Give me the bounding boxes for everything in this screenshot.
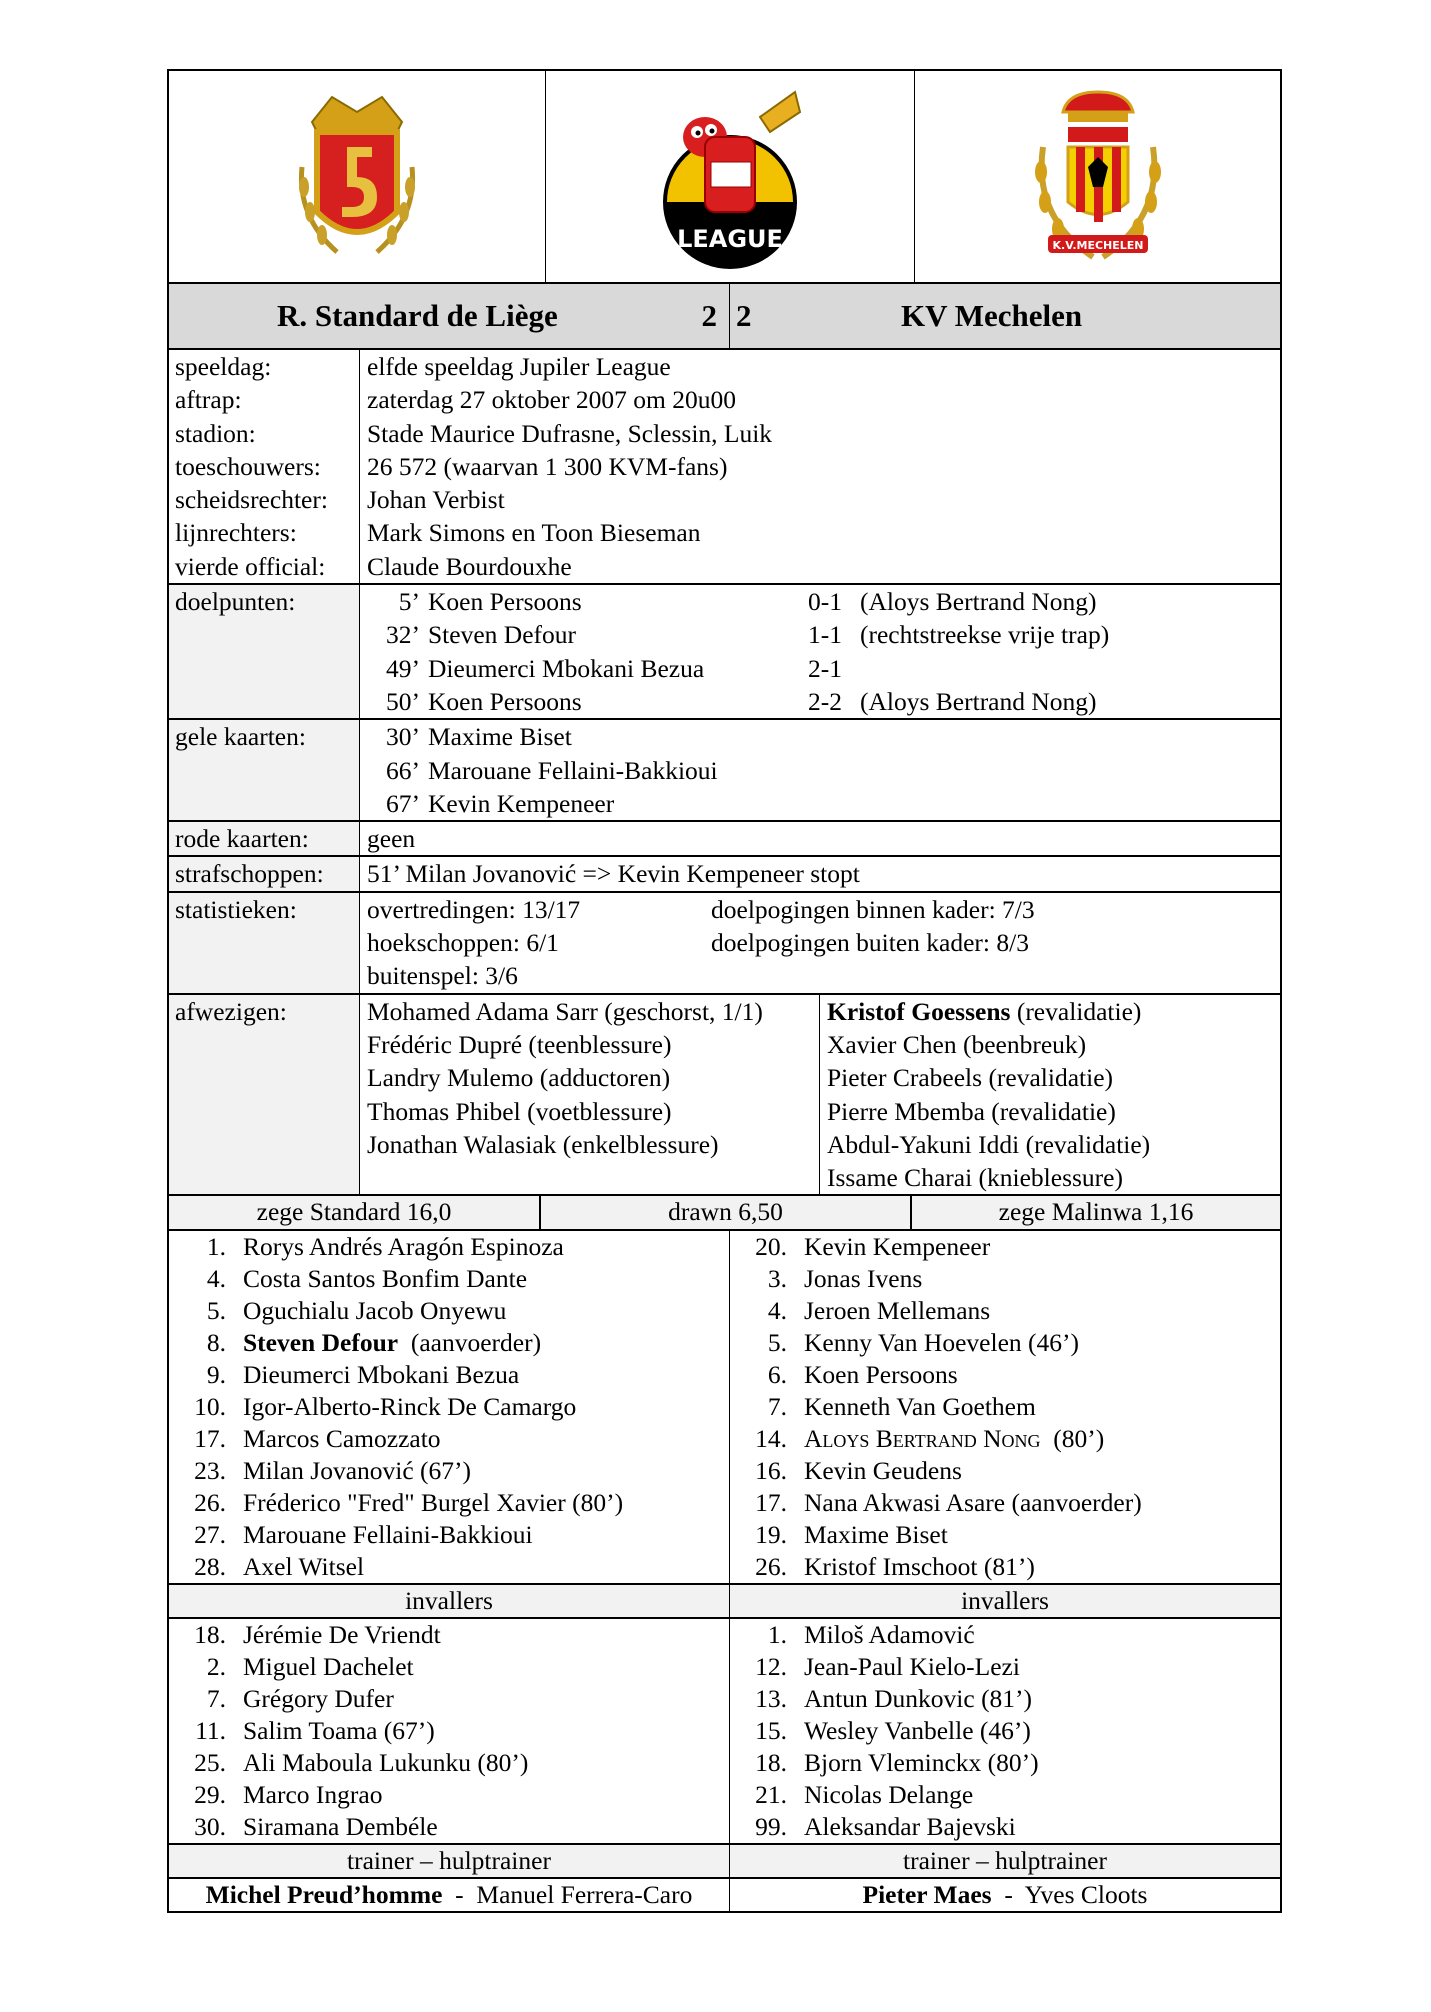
away-subs	[729, 1619, 1280, 1843]
card-player: Marouane Fellaini-Bakkioui	[428, 755, 718, 785]
odds-draw: drawn 6,50	[539, 1196, 910, 1229]
absentee: Thomas Phibel (voetblessure)	[367, 1096, 672, 1126]
stat-shots-off-target: doelpogingen buiten kader: 8/3	[711, 928, 1029, 958]
player-name-text: Marouane Fellaini-Bakkioui	[243, 1520, 533, 1550]
absentee: Abdul-Yakuni Iddi (revalidatie)	[827, 1129, 1151, 1159]
goals-section	[169, 585, 1280, 720]
player-name	[226, 1715, 435, 1747]
goal-row	[367, 685, 1280, 718]
goal-minute: 49’	[386, 653, 420, 683]
player-number: 17.	[755, 1488, 787, 1518]
kv-mechelen-crest	[914, 71, 1280, 282]
player-name-text: Marcos Camozzato	[243, 1424, 441, 1454]
general-info	[169, 350, 1280, 585]
player-row	[169, 1551, 729, 1583]
absentee: Pieter Crabeels (revalidatie)	[827, 1063, 1114, 1093]
yellow-cards-section	[169, 720, 1280, 822]
player-extra: (aanvoerder)	[398, 1328, 542, 1358]
player-name-text: Salim Toama (67’)	[243, 1716, 435, 1746]
player-row	[169, 1619, 729, 1651]
goal-note: (Aloys Bertrand Nong)	[860, 587, 1097, 617]
info-label: aftrap:	[175, 385, 242, 415]
away-head-coach: Pieter Maes	[862, 1880, 992, 1910]
player-name-text: Miloš Adamović	[804, 1620, 975, 1650]
player-name	[787, 1455, 962, 1487]
score-bar	[167, 282, 1282, 350]
player-name	[787, 1619, 975, 1651]
info-value: 26 572 (waarvan 1 300 KVM-fans)	[367, 451, 728, 481]
home-team-name: R. Standard de Liège	[277, 298, 558, 333]
goal-row	[367, 652, 1280, 685]
player-row	[730, 1651, 1280, 1683]
info-value: Claude Bourdouxhe	[367, 551, 572, 581]
player-name	[787, 1683, 1032, 1715]
player-number: 5.	[767, 1328, 787, 1358]
home-assistant-coach: Manuel Ferrera-Caro	[476, 1880, 693, 1910]
player-number: 9.	[206, 1360, 226, 1390]
card-row	[367, 754, 1280, 787]
player-row	[169, 1391, 729, 1423]
player-number: 28.	[194, 1552, 226, 1582]
player-name	[226, 1683, 394, 1715]
away-team-name: KV Mechelen	[901, 298, 1083, 333]
player-name-text: Kevin Kempeneer	[804, 1232, 991, 1262]
stat-offside: buitenspel: 3/6	[367, 961, 518, 991]
player-row	[730, 1231, 1280, 1263]
player-number: 18.	[755, 1748, 787, 1778]
player-row	[169, 1811, 729, 1843]
player-number: 4.	[767, 1296, 787, 1326]
player-name	[787, 1327, 1079, 1359]
player-number: 20.	[755, 1232, 787, 1262]
info-value: elfde speeldag Jupiler League	[367, 352, 671, 381]
player-row	[730, 1263, 1280, 1295]
player-name	[787, 1295, 990, 1327]
goals-label: doelpunten:	[169, 585, 360, 718]
away-subs-label: invallers	[729, 1585, 1280, 1617]
player-name-text: Steven Defour	[243, 1328, 399, 1358]
player-name	[787, 1715, 1031, 1747]
player-name-text: Koen Persoons	[804, 1360, 958, 1390]
goal-score: 2-2	[808, 686, 842, 716]
player-name	[226, 1619, 441, 1651]
penalties-label: strafschoppen:	[169, 857, 360, 890]
player-name-text: Fréderico "Fred" Burgel Xavier (80’)	[243, 1488, 624, 1518]
player-name-text: Axel Witsel	[243, 1552, 365, 1582]
player-name	[787, 1423, 1104, 1455]
player-name	[787, 1651, 1020, 1683]
lineups	[167, 1231, 1282, 1913]
player-row	[730, 1391, 1280, 1423]
player-name	[226, 1359, 519, 1391]
player-name-text: Kristof Imschoot (81’)	[804, 1552, 1035, 1582]
player-name-text: Dieumerci Mbokani Bezua	[243, 1360, 520, 1390]
player-row	[730, 1779, 1280, 1811]
player-name-text: Jean-Paul Kielo-Lezi	[804, 1652, 1020, 1682]
player-name	[787, 1231, 990, 1263]
absentee-note: (revalidatie)	[1010, 996, 1142, 1026]
away-trainers	[729, 1879, 1280, 1911]
player-number: 10.	[194, 1392, 226, 1422]
player-number: 18.	[194, 1620, 226, 1650]
player-name-text: Kevin Geudens	[804, 1456, 962, 1486]
player-row	[730, 1327, 1280, 1359]
goals-list	[360, 585, 1280, 718]
player-name-text: Rorys Andrés Aragón Espinoza	[243, 1232, 564, 1262]
player-name-text: Milan Jovanović (67’)	[243, 1456, 472, 1486]
absentee: Jonathan Walasiak (enkelblessure)	[367, 1129, 719, 1159]
player-row	[730, 1619, 1280, 1651]
player-name-text: Wesley Vanbelle (46’)	[804, 1716, 1031, 1746]
player-number: 23.	[194, 1456, 226, 1486]
stat-fouls: overtredingen: 13/17	[367, 894, 581, 924]
league-logo-text: LEAGUE	[677, 224, 783, 253]
player-name	[226, 1519, 533, 1551]
goal-scorer: Koen Persoons	[428, 686, 582, 716]
player-row	[730, 1715, 1280, 1747]
stat-corners: hoekschoppen: 6/1	[367, 928, 559, 958]
info-value: Stade Maurice Dufrasne, Sclessin, Luik	[367, 418, 773, 448]
home-trainer-label: trainer – hulptrainer	[347, 1846, 551, 1876]
card-minute: 30’	[386, 722, 420, 752]
info-label: stadion:	[175, 418, 256, 448]
absentee: Issame Charai (knieblessure)	[827, 1163, 1123, 1193]
player-name-text: Jeroen Mellemans	[804, 1296, 991, 1326]
goal-score: 1-1	[808, 620, 842, 650]
player-row	[169, 1263, 729, 1295]
separator: -	[991, 1880, 1025, 1910]
player-number: 12.	[755, 1652, 787, 1682]
player-row	[730, 1747, 1280, 1779]
player-name	[226, 1423, 441, 1455]
player-row	[730, 1359, 1280, 1391]
player-number: 11.	[195, 1716, 226, 1746]
player-row	[169, 1455, 729, 1487]
player-name-text: Maxime Biset	[804, 1520, 948, 1550]
trainers	[169, 1879, 1280, 1913]
player-number: 4.	[206, 1264, 226, 1294]
absentee-bold: Kristof Goessens	[827, 996, 1011, 1026]
player-name	[226, 1295, 506, 1327]
player-row	[169, 1423, 729, 1455]
player-name-text: Bjorn Vleminckx (80’)	[804, 1748, 1039, 1778]
player-name-text: Costa Santos Bonfim Dante	[243, 1264, 528, 1294]
info-label: vierde official:	[175, 551, 326, 581]
yellow-cards-list	[360, 720, 1280, 820]
away-lineup	[729, 1231, 1280, 1583]
kvm-logo-text: K.V.MECHELEN	[1052, 238, 1143, 252]
absentee: Landry Mulemo (adductoren)	[367, 1063, 671, 1093]
goal-minute: 5’	[398, 587, 420, 617]
player-name-text: Aleksandar Bajevski	[804, 1812, 1016, 1842]
player-row	[730, 1295, 1280, 1327]
player-row	[730, 1683, 1280, 1715]
player-row	[169, 1231, 729, 1263]
player-name	[787, 1747, 1039, 1779]
home-subs-label: invallers	[405, 1586, 493, 1616]
red-cards-value: geen	[367, 824, 416, 854]
player-number: 14.	[755, 1424, 787, 1454]
red-cards-label: rode kaarten:	[169, 822, 360, 855]
player-row	[730, 1487, 1280, 1519]
odds-bar	[167, 1196, 1282, 1231]
player-number: 29.	[194, 1780, 226, 1810]
absentees-section	[169, 995, 1280, 1197]
goal-score: 0-1	[808, 587, 842, 617]
goal-minute: 50’	[386, 686, 420, 716]
card-minute: 66’	[386, 755, 420, 785]
player-name	[787, 1811, 1016, 1843]
goal-score: 2-1	[808, 653, 842, 683]
player-number: 13.	[755, 1684, 787, 1714]
card-row	[367, 720, 1280, 753]
absentee: Mohamed Adama Sarr (geschorst, 1/1)	[367, 996, 763, 1026]
absentee: Pierre Mbemba (revalidatie)	[827, 1096, 1116, 1126]
player-name	[787, 1391, 1036, 1423]
player-row	[169, 1295, 729, 1327]
player-row	[169, 1779, 729, 1811]
statistics-section	[169, 893, 1280, 995]
player-name	[787, 1359, 958, 1391]
player-name-text: Miguel Dachelet	[243, 1652, 414, 1682]
player-row	[169, 1359, 729, 1391]
goal-note: (rechtstreekse vrije trap)	[860, 620, 1110, 650]
player-name	[226, 1551, 364, 1583]
player-name	[226, 1651, 414, 1683]
red-cards-section	[169, 822, 1280, 857]
odds-away: zege Malinwa 1,16	[910, 1196, 1280, 1229]
player-number: 1.	[206, 1232, 226, 1262]
player-row	[730, 1455, 1280, 1487]
player-number: 8.	[206, 1328, 226, 1358]
player-name-text: Siramana Dembéle	[243, 1812, 438, 1842]
player-name-text: Kenneth Van Goethem	[804, 1392, 1036, 1422]
player-extra: (80’)	[1040, 1424, 1105, 1454]
logo-row	[167, 69, 1282, 282]
player-number: 30.	[194, 1812, 226, 1842]
away-goals: 2	[736, 298, 752, 333]
player-number: 7.	[767, 1392, 787, 1422]
home-trainers	[169, 1879, 729, 1911]
player-number: 27.	[194, 1520, 226, 1550]
statistics-label: statistieken:	[169, 893, 360, 993]
player-name-text: Marco Ingrao	[243, 1780, 383, 1810]
player-row	[169, 1327, 729, 1359]
player-name-text: Jonas Ivens	[804, 1264, 923, 1294]
player-name	[787, 1519, 948, 1551]
card-player: Kevin Kempeneer	[428, 788, 615, 818]
player-number: 6.	[767, 1360, 787, 1390]
goal-scorer: Dieumerci Mbokani Bezua	[428, 653, 705, 683]
player-row	[169, 1715, 729, 1747]
player-name	[226, 1327, 541, 1359]
goal-row	[367, 618, 1280, 651]
player-name	[787, 1263, 922, 1295]
player-name-text: Grégory Dufer	[243, 1684, 394, 1714]
player-name-text: Nicolas Delange	[804, 1780, 974, 1810]
player-number: 26.	[194, 1488, 226, 1518]
goal-scorer: Koen Persoons	[428, 587, 582, 617]
player-name-text: Jérémie De Vriendt	[243, 1620, 441, 1650]
player-row	[169, 1651, 729, 1683]
player-name	[226, 1779, 382, 1811]
odds-home: zege Standard 16,0	[256, 1197, 452, 1227]
card-minute: 67’	[386, 788, 420, 818]
player-number: 26.	[755, 1552, 787, 1582]
absentees-away	[820, 995, 1150, 1195]
player-name	[787, 1779, 973, 1811]
player-number: 99.	[755, 1812, 787, 1842]
player-name-text: Igor-Alberto-Rinck De Camargo	[243, 1392, 577, 1422]
player-name-text: Aloys Bertrand Nong	[804, 1424, 1041, 1454]
player-row	[169, 1683, 729, 1715]
home-lineup	[169, 1231, 729, 1583]
penalties-value: 51’ Milan Jovanović => Kevin Kempeneer stopt	[367, 859, 860, 889]
player-row	[169, 1747, 729, 1779]
absentee: Xavier Chen (beenbreuk)	[827, 1029, 1087, 1059]
card-player: Maxime Biset	[428, 722, 572, 752]
home-goals: 2	[701, 298, 717, 333]
goal-row	[367, 585, 1280, 618]
separator: -	[442, 1880, 477, 1910]
penalties-section	[169, 857, 1280, 892]
card-row	[367, 787, 1280, 820]
player-name	[787, 1487, 1142, 1519]
player-name-text: Kenny Van Hoevelen (46’)	[804, 1328, 1079, 1358]
match-info	[167, 350, 1282, 1196]
info-value: Johan Verbist	[367, 485, 505, 515]
player-name	[226, 1487, 623, 1519]
yellow-cards-label: gele kaarten:	[169, 720, 360, 820]
trainer-header	[169, 1843, 1280, 1879]
info-value: Mark Simons en Toon Bieseman	[367, 518, 701, 548]
player-number: 25.	[194, 1748, 226, 1778]
player-number: 7.	[206, 1684, 226, 1714]
goal-minute: 32’	[386, 620, 420, 650]
player-number: 16.	[755, 1456, 787, 1486]
player-number: 1.	[767, 1620, 787, 1650]
stat-shots-on-target: doelpogingen binnen kader: 7/3	[711, 894, 1035, 924]
player-name	[226, 1391, 576, 1423]
player-name-text: Ali Maboula Lukunku (80’)	[243, 1748, 529, 1778]
away-trainer-label: trainer – hulptrainer	[729, 1845, 1280, 1877]
player-name-text: Antun Dunkovic (81’)	[804, 1684, 1033, 1714]
player-number: 15.	[755, 1716, 787, 1746]
player-number: 3.	[767, 1264, 787, 1294]
info-label: lijnrechters:	[175, 518, 297, 548]
home-subs	[169, 1619, 729, 1843]
player-row	[730, 1551, 1280, 1583]
player-name	[226, 1455, 471, 1487]
home-head-coach: Michel Preud’homme	[205, 1880, 443, 1910]
standard-liege-crest	[169, 71, 545, 282]
player-name	[787, 1551, 1035, 1583]
player-name	[226, 1811, 438, 1843]
info-value: zaterdag 27 oktober 2007 om 20u00	[367, 385, 736, 415]
info-label: toeschouwers:	[175, 451, 321, 481]
player-number: 17.	[194, 1424, 226, 1454]
absentees-label: afwezigen:	[169, 995, 360, 1195]
player-name-text: Nana Akwasi Asare (aanvoerder)	[804, 1488, 1142, 1518]
player-row	[169, 1519, 729, 1551]
player-name	[226, 1747, 528, 1779]
subs-header	[169, 1583, 1280, 1619]
player-name	[226, 1231, 564, 1263]
jupiler-league-logo	[545, 71, 914, 282]
player-row	[730, 1423, 1280, 1455]
player-number: 21.	[755, 1780, 787, 1810]
player-row	[730, 1519, 1280, 1551]
goal-note: (Aloys Bertrand Nong)	[860, 686, 1097, 716]
player-name	[226, 1263, 527, 1295]
player-number: 5.	[206, 1296, 226, 1326]
info-label: scheidsrechter:	[175, 485, 328, 515]
absentee: Frédéric Dupré (teenblessure)	[367, 1029, 672, 1059]
goal-scorer: Steven Defour	[428, 620, 576, 650]
player-row	[730, 1811, 1280, 1843]
player-number: 2.	[206, 1652, 226, 1682]
player-row	[169, 1487, 729, 1519]
away-assistant-coach: Yves Cloots	[1024, 1880, 1148, 1910]
player-name-text: Oguchialu Jacob Onyewu	[243, 1296, 507, 1326]
absentees-home	[360, 995, 820, 1195]
info-label: speeldag:	[175, 352, 272, 381]
match-sheet	[167, 69, 1282, 1913]
player-number: 19.	[755, 1520, 787, 1550]
